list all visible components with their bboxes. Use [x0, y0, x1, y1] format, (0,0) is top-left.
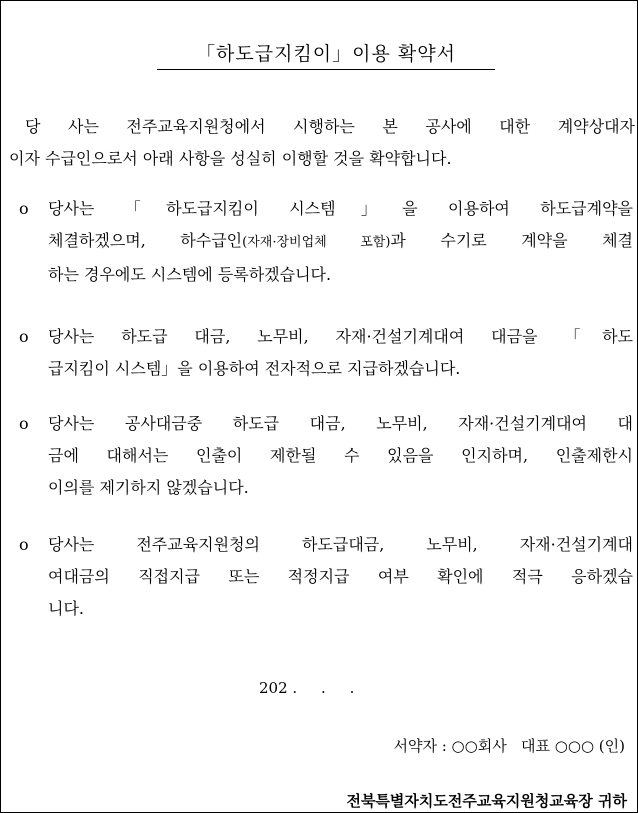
item-note: (자재·장비업체 포함)	[242, 235, 391, 250]
pledge-item-1	[19, 193, 633, 291]
bullet-icon: o	[19, 535, 29, 554]
item-line: 여대금의 직접지급 또는 적정지급 여부 확인에 적극 응하겠습	[48, 567, 633, 586]
item-line: 당사는 공사대금중 하도급 대금, 노무비, 자재·건설기계대여 대	[48, 414, 633, 433]
bullet-icon: o	[19, 327, 29, 346]
date-line: 202 . . .	[259, 679, 355, 697]
item-line: 급지킴이 시스템」을 이용하여 전자적으로 지급하겠습니다.	[48, 359, 461, 378]
pledge-item-2	[19, 321, 633, 385]
bullet-icon: o	[19, 414, 29, 433]
pledge-item-4	[19, 529, 633, 625]
intro-line: 이자 수급인으로서 아래 사항을 성실히 이행할 것을 확약합니다.	[9, 149, 452, 168]
item-line: 당사는 「하도급지킴이 시스템」을 이용하여 하도급계약을	[48, 199, 633, 218]
item-line: 니다.	[48, 599, 84, 618]
signer-line: 서약자 : ○○회사 대표 ○○○ (인)	[393, 737, 625, 755]
item-line: 이의를 제기하지 않겠습니다.	[48, 478, 249, 497]
intro-paragraph	[9, 111, 635, 175]
item-line: 체결하겠으며, 하수급인(자재·장비업체 포함)과 수기로 계약을 체결	[48, 231, 633, 250]
bullet-icon: o	[19, 199, 29, 218]
addressee-line: 전북특별자치도전주교육지원청교육장 귀하	[346, 792, 627, 810]
item-line: 당사는 하도급 대금, 노무비, 자재·건설기계대여 대금을 「하도	[48, 327, 633, 346]
intro-line: 당 사는 전주교육지원청에서 시행하는 본 공사에 대한 계약상대자	[25, 117, 635, 136]
document-title: 「하도급지킴이」이용 확약서	[157, 39, 495, 70]
item-line: 금에 대해서는 인출이 제한될 수 있음을 인지하며, 인출제한시	[48, 446, 633, 465]
pledge-item-3	[19, 408, 633, 504]
item-line: 당사는 전주교육지원청의 하도급대금, 노무비, 자재·건설기계대	[48, 535, 633, 554]
item-line: 하는 경우에도 시스템에 등록하겠습니다.	[48, 265, 332, 284]
